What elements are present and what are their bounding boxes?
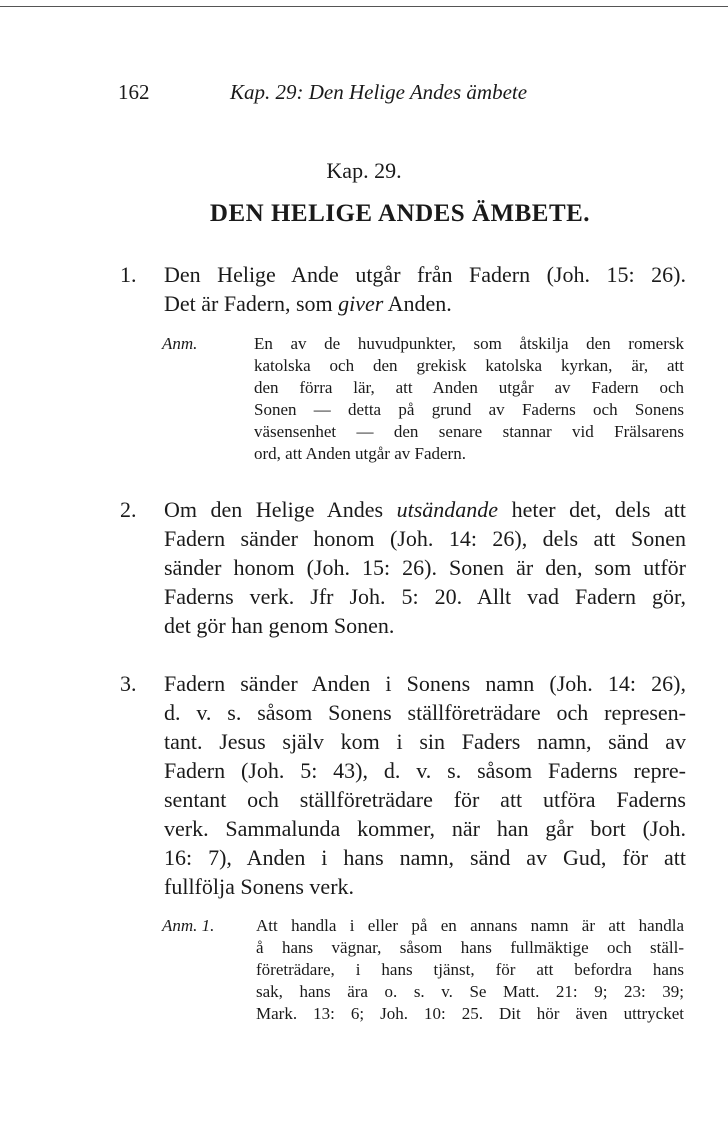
paragraph-line: Den Helige Ande utgår från Fadern (Joh. 15: 26). [164,262,686,287]
paragraph-line: Fadern (Joh. 5: 43), d. v. s. såsom Faderns repre- [164,758,686,783]
note-line: företrädare, i hans tjänst, för att befordra hans [256,960,684,979]
paragraph-line: sentant och ställföreträdare för att utföra Faderns [164,787,686,812]
note-line: ord, att Anden utgår av Fadern. [254,444,466,463]
running-title: Kap. 29: Den Helige Andes ämbete [230,80,528,104]
note-line: Sonen — detta på grund av Faderns och Sonens [254,400,684,419]
note-line: å hans vägnar, såsom hans fullmäktige och ställ- [256,938,684,957]
note-line: väsensenhet — den senare stannar vid Frälsarens [254,422,684,441]
paragraph-number: 2. [120,497,137,522]
paragraph-line: Faderns verk. Jfr Joh. 5: 20. Allt vad Fadern gör, [164,584,686,609]
paragraph-line: fullfölja Sonens verk. [164,874,355,899]
note-line: En av de huvudpunkter, som åtskilja den romersk [254,334,684,353]
note-line: den förra lär, att Anden utgår av Fadern och [254,378,684,397]
paragraph-line: Om den Helige Andes utsändande heter det, dels att [164,497,686,522]
note-label: Anm. [162,334,198,353]
paragraph-number: 1. [120,262,137,287]
paragraph-line: Fadern sänder Anden i Sonens namn (Joh. 14: 26), [164,671,686,696]
emphasis: giver [338,291,384,316]
top-rule [0,6,728,7]
paragraph-line: d. v. s. såsom Sonens ställföreträdare och represen- [164,700,686,725]
running-header [118,80,704,110]
note-line: Att handla i eller på en annans namn är att handla [256,916,684,935]
paragraph-line: Det är Fadern, som giver Anden. [164,291,452,316]
note-line: sak, hans ära o. s. v. Se Matt. 21: 9; 23: 39; [256,982,684,1001]
chapter-title: DEN HELIGE ANDES ÄMBETE. [209,200,591,227]
paragraph-line: Fadern sänder honom (Joh. 14: 26), dels att Sonen [164,526,686,551]
note-label: Anm. 1. [162,916,215,935]
paragraph-line: sänder honom (Joh. 15: 26). Sonen är den, som utför [164,555,686,580]
emphasis: utsändande [396,497,499,522]
paragraph-number: 3. [120,671,137,696]
paragraph-line: verk. Sammalunda kommer, när han går bort (Joh. [164,816,686,841]
chapter-label: Kap. 29. [326,158,402,183]
paragraph-line: det gör han genom Sonen. [164,613,395,638]
paragraph-line: 16: 7), Anden i hans namn, sänd av Gud, för att [164,845,686,870]
note-line: Mark. 13: 6; Joh. 10: 25. Dit hör även uttrycket [256,1004,684,1023]
paragraph-line: tant. Jesus själv kom i sin Faders namn, sänd av [164,729,686,754]
note-line: katolska och den grekisk katolska kyrkan, är, att [254,356,684,375]
page-number: 162 [118,80,150,104]
